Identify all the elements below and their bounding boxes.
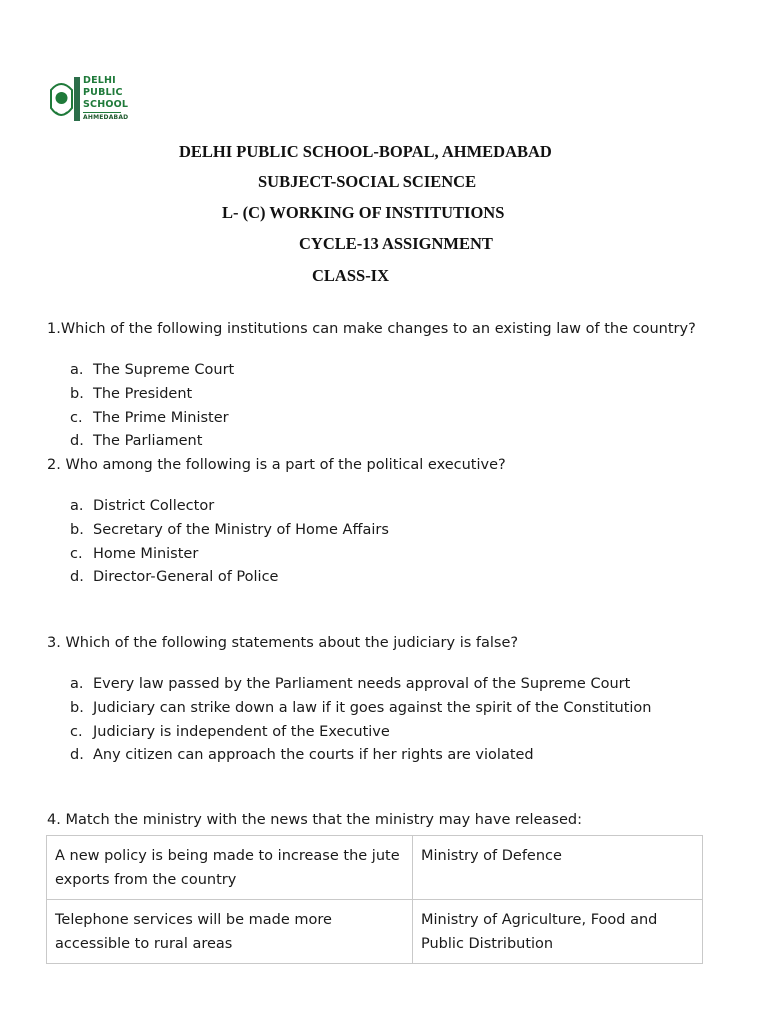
option-3a: a. Every law passed by the Parliament needs approval of the Supreme Court — [70, 676, 631, 692]
logo-line-public: PUBLIC — [83, 87, 123, 98]
option-2b: b. Secretary of the Ministry of Home Affairs — [70, 522, 389, 538]
subject-title: SUBJECT-SOCIAL SCIENCE — [258, 172, 477, 191]
question-2: 2. Who among the following is a part of the political executive? — [47, 457, 506, 473]
class-title: CLASS-IX — [312, 266, 390, 285]
table-cell-ministry: Ministry of Defence — [413, 836, 703, 900]
logo-line-school: SCHOOL — [83, 99, 129, 110]
option-2c: c. Home Minister — [70, 546, 199, 562]
question-3: 3. Which of the following statements about the judiciary is false? — [47, 635, 519, 651]
logo-place: AHMEDABAD — [83, 114, 129, 121]
option-3d: d. Any citizen can approach the courts if her rights are violated — [70, 747, 534, 763]
option-1b: b. The President — [70, 386, 193, 402]
table-cell-ministry: Ministry of Agriculture, Food and Public Distribution — [413, 900, 703, 964]
question-1: 1.Which of the following institutions can make changes to an existing law of the country? — [47, 321, 696, 337]
option-1c: c. The Prime Minister — [70, 410, 229, 426]
option-2d: d. Director-General of Police — [70, 569, 279, 585]
table-cell-news: Telephone services will be made more accessible to rural areas — [47, 900, 413, 964]
option-3c: c. Judiciary is independent of the Executive — [70, 724, 390, 740]
lesson-title: L- (C) WORKING OF INSTITUTIONS — [222, 203, 505, 222]
table-row — [47, 836, 703, 900]
table-cell-news: A new policy is being made to increase the jute exports from the country — [47, 836, 413, 900]
table-row — [47, 900, 703, 964]
option-1a: a. The Supreme Court — [70, 362, 235, 378]
question-4: 4. Match the ministry with the news that the ministry may have released: — [47, 812, 582, 828]
option-2a: a. District Collector — [70, 498, 215, 514]
assignment-title: CYCLE-13 ASSIGNMENT — [299, 234, 493, 253]
option-1d: d. The Parliament — [70, 433, 203, 449]
logo-line-delhi: DELHI — [83, 75, 116, 86]
option-3b: b. Judiciary can strike down a law if it goes against the spirit of the Constitution — [70, 700, 652, 716]
logo-wordmark — [83, 75, 127, 122]
match-table — [46, 835, 703, 964]
school-title: DELHI PUBLIC SCHOOL-BOPAL, AHMEDABAD — [179, 142, 552, 161]
